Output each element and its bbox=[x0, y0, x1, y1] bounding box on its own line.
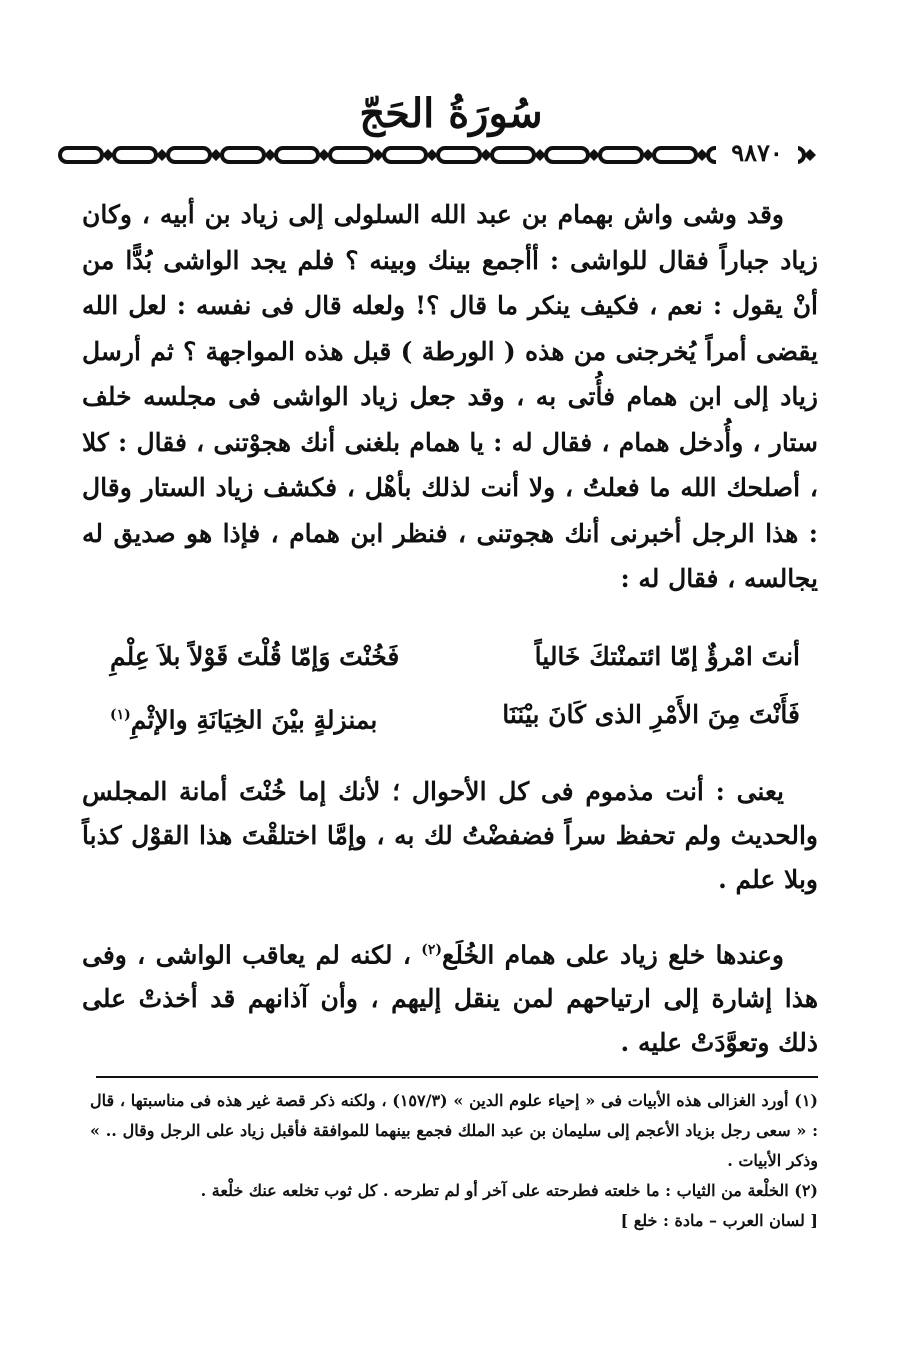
hemistich-right: فَأَنْتَ مِنَ الأَمْرِ الذى كَانَ بيْنَنَا bbox=[502, 700, 800, 729]
chain-link-icon bbox=[384, 148, 426, 162]
chain-link-icon bbox=[330, 148, 372, 162]
poem-verse bbox=[110, 686, 800, 744]
chain-link-icon bbox=[222, 148, 264, 162]
footnote-1: (١) أورد الغزالى هذه الأبيات فى « إحياء علوم الدين » (١٥٧/٣) ، ولكنه ذكر قصة غير هذه فى مناسبتها ، قال : « سعى رجل بزياد الأعجم إلى سليمان بن عبد الملك فجمع بينهما للموافقة فأقبل زياد على الرجل وقال .. » وذكر الأبيات . bbox=[90, 1091, 819, 1170]
ornamental-border bbox=[56, 138, 828, 172]
chain-link-icon bbox=[276, 148, 318, 162]
chain-link-icon bbox=[114, 148, 156, 162]
chain-link-icon bbox=[546, 148, 588, 162]
chain-link-icon bbox=[60, 148, 102, 162]
chain-link-icon bbox=[168, 148, 210, 162]
hemistich-text: بمنزلةٍ بيْنَ الخِيَانَةِ والإثْمِ bbox=[130, 705, 378, 735]
paragraph-1: وقد وشى واش بهمام بن عبد الله السلولى إلى زياد بن أبيه ، وكان زياد جباراً فقال للواشى : أأجمع بينك وبينه ؟ فلم يجد الواشى بُدًّا من أنْ يقول : نعم ، فكيف ينكر ما قال ؟! ولعله قال فى نفسه : لعل الله يقضى أمراً يُخرجنى من هذه ( الورطة ) قبل هذه المواجهة ؟ ثم أرسل زياد إلى ابن همام فأُتى به ، وقد جعل زياد الواشى فى مجلسه خلف ستار ، وأُدخل همام ، فقال له : يا همام بلغنى أنك هجوْتنى ، فقال : كلا ، أصلحك الله ما فعلتُ ، ولا أنت لذلك بأهْل ، فكشف زياد الستار وقال : هذا الرجل أخبرنى أنك هجوتنى ، فنظر ابن همام ، فإذا هو صديق له يجالسه ، فقال له : bbox=[82, 200, 818, 593]
poem-verse bbox=[110, 628, 800, 686]
hemistich-right: أنتَ امْرؤٌ إمّا ائتمنْتكَ خَالياً bbox=[534, 642, 800, 671]
diamond-icon bbox=[804, 149, 816, 161]
footnote-2: (٢) الخلْعة من الثياب : ما خلعته فطرحته على آخر أو لم تطرحه . كل ثوب تخلعه عنك خلْعة . bbox=[200, 1181, 818, 1200]
chain-link-icon bbox=[600, 148, 642, 162]
chain-link-icon bbox=[654, 148, 696, 162]
surah-title: سُورَةُ الحَجّ bbox=[359, 90, 543, 137]
chain-link-icon bbox=[492, 148, 534, 162]
page-number: ٩٨٧٠ bbox=[716, 136, 798, 170]
paragraph-2: يعنى : أنت مذموم فى كل الأحوال ؛ لأنك إما خُنْتَ أمانة المجلس والحديث ولم تحفظ سراً فضفضْتُ لك به ، وإمَّا اختلقْتَ هذا القوْل كذباً وبلا علم . bbox=[82, 777, 818, 894]
footnote-marker: (٢) bbox=[421, 942, 443, 958]
chain-link-icon bbox=[438, 148, 480, 162]
footnote-divider bbox=[96, 1076, 818, 1078]
poem-block bbox=[110, 628, 800, 744]
commentary-text bbox=[82, 770, 818, 1065]
footnotes bbox=[90, 1086, 818, 1236]
footnote-marker: (١) bbox=[110, 707, 131, 723]
paragraph-3 bbox=[82, 928, 818, 1065]
hemistich-left: فَخُنْتَ وَإمّا قُلْتَ قَوْلاً بلاَ عِلْمِ bbox=[110, 642, 400, 671]
paragraph-3-end: ، لكنه لم يعاقب الواشى ، وفى هذا إشارة إلى ارتياحهم لمن ينقل إليهم ، وأن آذانهم قد أخذتْ على ذلك وتعوَّدَتْ عليه . bbox=[82, 940, 818, 1058]
paragraph-3-start: وعندها خلع زياد على همام الخُلَع bbox=[442, 940, 784, 970]
footnote-2-source: [ لسان العرب – مادة : خلع ] bbox=[620, 1211, 818, 1230]
main-text bbox=[82, 192, 818, 602]
chain-ornament-icon bbox=[56, 138, 828, 172]
hemistich-left bbox=[110, 686, 377, 744]
